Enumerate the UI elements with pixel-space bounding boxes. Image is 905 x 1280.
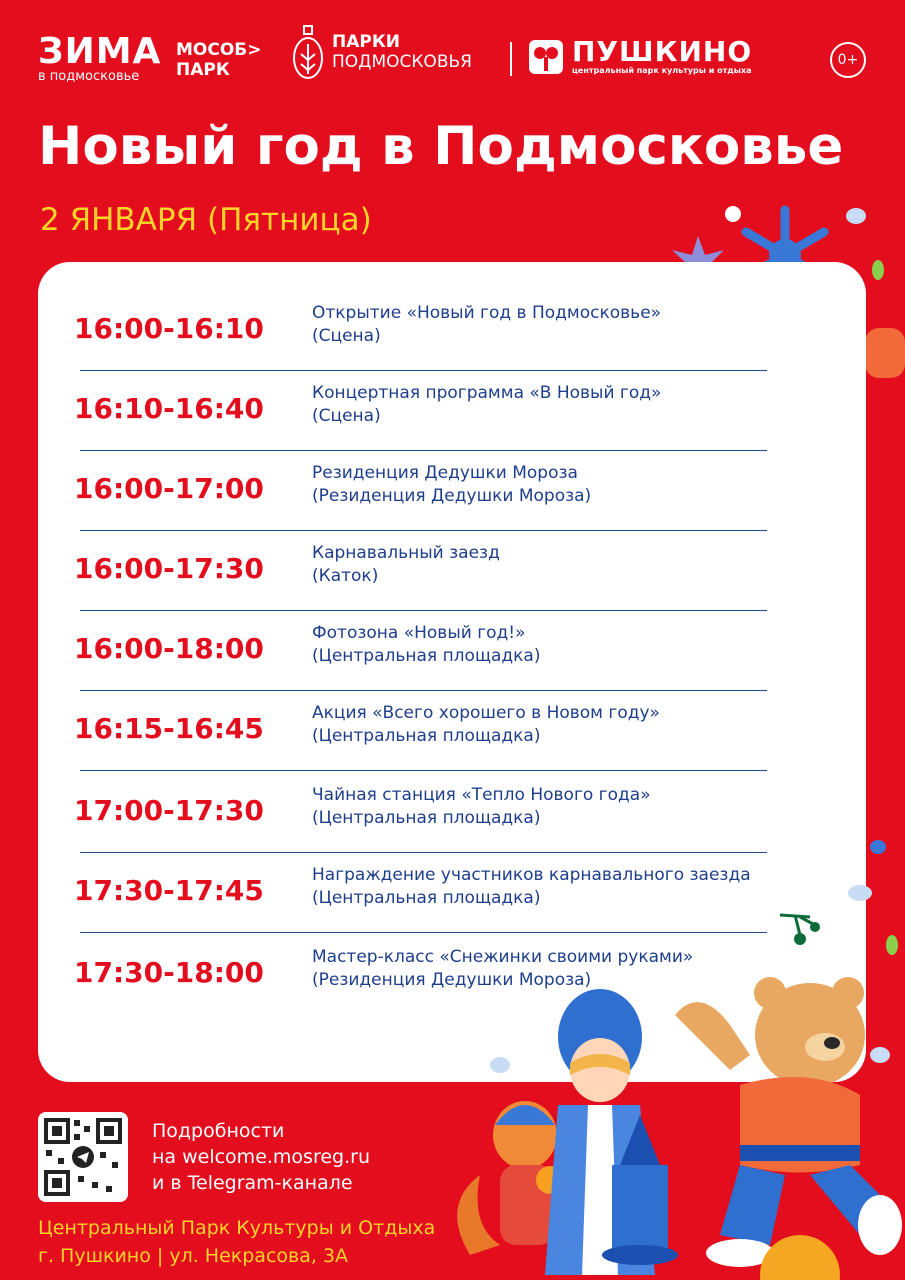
- address: [38, 1214, 435, 1270]
- schedule-event: Открытие «Новый год в Подмосковье»: [312, 303, 662, 323]
- more-info: [152, 1118, 370, 1196]
- pushkino-title: ПУШКИНО: [572, 35, 753, 68]
- address-line1: Центральный Парк Культуры и Отдыха: [38, 1217, 436, 1239]
- schedule-event: Фотозона «Новый год!»: [312, 623, 526, 643]
- schedule-row: [74, 610, 767, 691]
- ornament-icon: [292, 24, 324, 80]
- schedule-place: (Центральная площадка): [312, 808, 541, 828]
- schedule-event: Концертная программа «В Новый год»: [312, 383, 662, 403]
- schedule-event: Мастер-класс «Снежинки своими руками»: [312, 947, 694, 967]
- schedule-row: [74, 852, 767, 933]
- schedule-time: 17:30-18:00: [74, 956, 264, 989]
- schedule-event: Резиденция Дедушки Мороза: [312, 463, 578, 483]
- schedule-place: (Резиденция Дедушки Мороза): [312, 970, 592, 990]
- schedule-row: [74, 450, 767, 531]
- more-line3: и в Telegram-канале: [152, 1172, 353, 1194]
- more-line2: на welcome.mosreg.ru: [152, 1146, 370, 1168]
- zima-title: ЗИМА: [38, 31, 162, 72]
- schedule-event: Карнавальный заезд: [312, 543, 500, 563]
- schedule-event: Акция «Всего хорошего в Новом году»: [312, 703, 660, 723]
- page-title: Новый год в Подмосковье: [38, 116, 844, 177]
- characters-illustration: [440, 975, 905, 1280]
- schedule-time: 17:30-17:45: [74, 874, 264, 907]
- schedule-time: 16:00-17:00: [74, 472, 264, 505]
- address-line2: г. Пушкино | ул. Некрасова, 3А: [38, 1245, 349, 1267]
- schedule-place: (Центральная площадка): [312, 646, 541, 666]
- schedule-row: [74, 772, 767, 853]
- mosob-line2: ПАРК: [176, 60, 230, 80]
- parki-line1: ПАРКИ: [332, 32, 400, 52]
- schedule-time: 16:00-16:10: [74, 312, 264, 345]
- tree-emblem-icon: [528, 39, 564, 75]
- pushkino-logo: [528, 35, 753, 76]
- parki-logo: [292, 24, 472, 80]
- schedule-place: (Сцена): [312, 326, 381, 346]
- schedule-time: 16:00-17:30: [74, 552, 264, 585]
- schedule-event: Чайная станция «Тепло Нового года»: [312, 785, 651, 805]
- schedule-place: (Сцена): [312, 406, 381, 426]
- schedule-place: (Резиденция Дедушки Мороза): [312, 486, 592, 506]
- schedule-event: Награждение участников карнавального заезда: [312, 865, 751, 885]
- pushkino-subtitle: центральный парк культуры и отдыха: [572, 66, 752, 75]
- zima-subtitle: в подмосковье: [38, 69, 140, 84]
- mosobpark-logo: [176, 40, 262, 80]
- schedule-place: (Центральная площадка): [312, 888, 541, 908]
- schedule-row: [74, 370, 767, 451]
- schedule-time: 16:10-16:40: [74, 392, 264, 425]
- zima-logo: [38, 31, 162, 84]
- schedule-place: (Центральная площадка): [312, 726, 541, 746]
- event-date: 2 ЯНВАРЯ (Пятница): [40, 202, 372, 238]
- qr-code[interactable]: [38, 1112, 128, 1202]
- logo-divider: [510, 42, 512, 76]
- berries-decoration-icon: [770, 835, 905, 965]
- schedule-time: 16:00-18:00: [74, 632, 264, 665]
- more-line1: Подробности: [152, 1120, 285, 1142]
- schedule-row: [74, 290, 767, 371]
- schedule-time: 17:00-17:30: [74, 794, 264, 827]
- mosob-line1: МОСОБ>: [176, 40, 262, 60]
- schedule-time: 16:15-16:45: [74, 712, 264, 745]
- parki-line2: ПОДМОСКОВЬЯ: [332, 52, 472, 72]
- schedule-row: [74, 690, 767, 771]
- schedule-row: [74, 530, 767, 611]
- age-rating-badge: 0+: [830, 42, 866, 78]
- schedule-place: (Каток): [312, 566, 379, 586]
